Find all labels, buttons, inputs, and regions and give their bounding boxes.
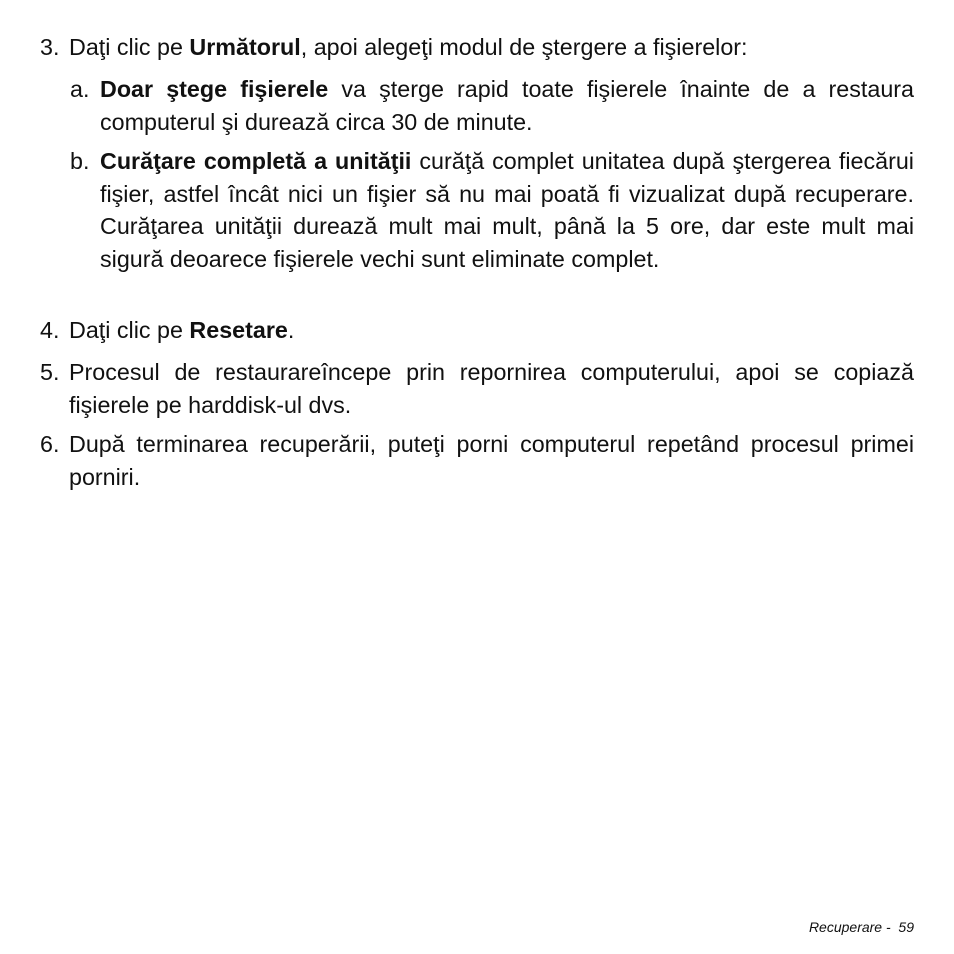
bold-term: Doar ştege fişierele — [100, 76, 329, 102]
bold-term: Resetare — [189, 317, 288, 343]
substep-text: Doar ştege fişierele va şterge rapid toate fişierele înainte de a restaura computerul şi durează circa 30 de minute. — [100, 76, 914, 135]
step-text: Daţi clic pe Următorul, apoi alegeţi modul de ştergere a fişierelor: — [69, 34, 748, 60]
substep-letter: a. — [70, 76, 90, 102]
step-text: Daţi clic pe Resetare. — [69, 317, 295, 343]
step-number: 6. — [40, 431, 60, 457]
substep-b — [70, 145, 914, 275]
footer-section-title: Recuperare - — [808, 919, 895, 935]
bold-term: Următorul — [189, 34, 301, 60]
step-text: După terminarea recuperării, puteţi porni computerul repetând procesul primei porniri. — [69, 431, 914, 490]
page-number: 59 — [898, 919, 914, 935]
page-footer — [809, 917, 914, 937]
step-number: 5. — [40, 359, 60, 385]
step-3 — [40, 31, 914, 64]
bold-term: Curăţare completă a unităţii — [100, 148, 412, 174]
step-5 — [40, 356, 914, 421]
step-text: Procesul de restaurareîncepe prin repornirea computerului, apoi se copiază fişierele pe harddisk-ul dvs. — [69, 359, 914, 418]
substep-text: Curăţare completă a unităţii curăţă complet unitatea după ştergerea fiecărui fişier, astfel încât nici un fişier să nu mai poată fi vizualizat după recuperare. Curăţarea unităţii durează mult mai mult, până la 5 ore, dar este mult mai sigură deoarece fişierele vechi sunt eliminate complet. — [100, 148, 914, 272]
step-number: 4. — [40, 317, 60, 343]
step-6 — [40, 428, 914, 493]
step-4 — [40, 314, 914, 347]
substep-a — [70, 73, 914, 138]
substep-letter: b. — [70, 148, 90, 174]
step-number: 3. — [40, 34, 60, 60]
